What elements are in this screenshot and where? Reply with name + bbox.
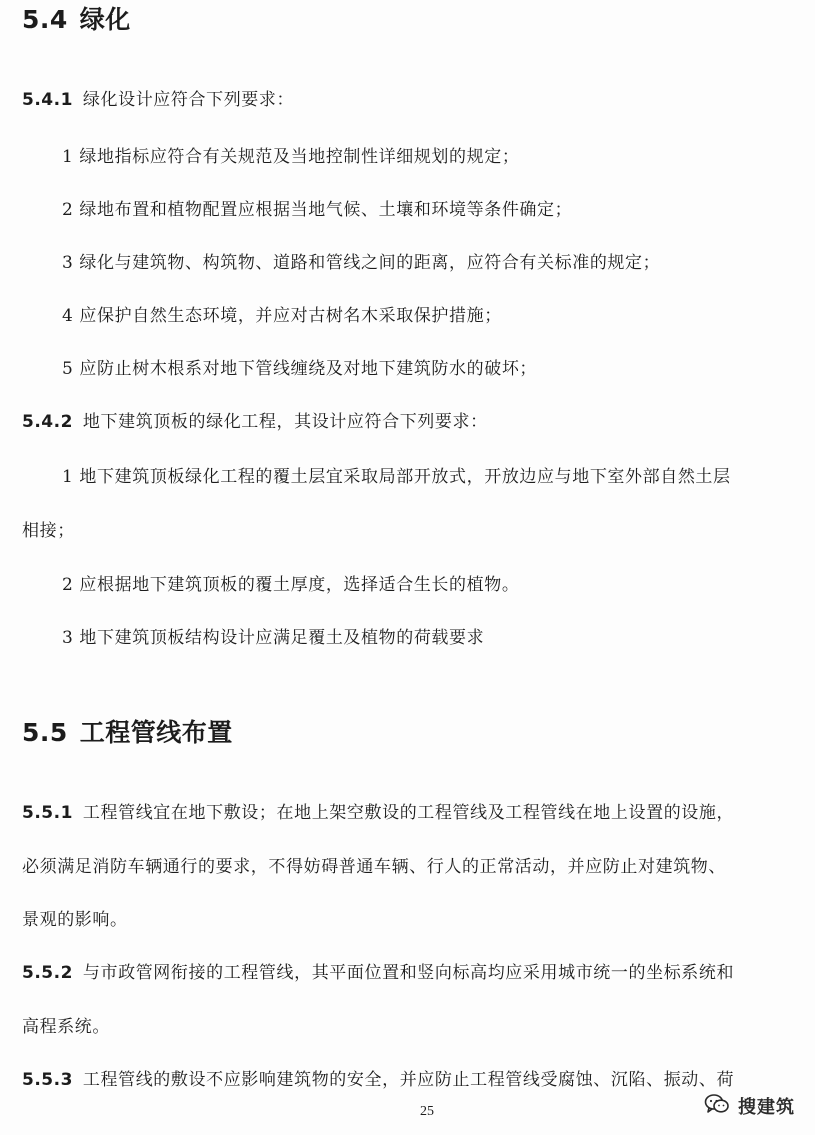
item-number: 3	[62, 628, 74, 648]
list-item	[62, 574, 519, 596]
clause-text: 工程管线的敷设不应影响建筑物的安全，并应防止工程管线受腐蚀、沉陷、振动、荷	[82, 1070, 735, 1090]
item-number: 5	[62, 359, 74, 379]
list-item	[62, 146, 519, 168]
item-number: 2	[62, 575, 74, 595]
section-heading-5-5	[22, 718, 233, 748]
clause-text: 必须满足消防车辆通行的要求，不得妨碍普通车辆、行人的正常活动，并应防止对建筑物、	[22, 857, 726, 877]
clause-text: 绿化设计应符合下列要求：	[82, 90, 295, 110]
clause-number: 5.4.2	[22, 412, 73, 432]
wechat-icon	[704, 1093, 730, 1119]
clause-text: 高程系统。	[22, 1017, 110, 1037]
list-item	[62, 627, 484, 649]
item-text: 绿地指标应符合有关规范及当地控制性详细规划的规定；	[79, 147, 520, 167]
item-number: 2	[62, 200, 74, 220]
clause-text: 景观的影响。	[22, 910, 128, 930]
clause-5-4-2	[22, 411, 488, 433]
clause-text-line	[22, 856, 726, 878]
clause-number: 5.5.1	[22, 803, 73, 823]
list-item	[62, 305, 502, 327]
list-item	[62, 466, 731, 488]
section-number: 5.5	[22, 718, 68, 747]
list-item	[62, 358, 537, 380]
watermark-text: 搜建筑	[738, 1097, 795, 1118]
watermark	[704, 1093, 795, 1119]
item-text: 地下建筑顶板结构设计应满足覆土及植物的荷载要求	[79, 628, 485, 648]
clause-5-4-1	[22, 89, 294, 111]
list-item-continuation	[22, 520, 75, 542]
item-text: 绿地布置和植物配置应根据当地气候、土壤和环境等条件确定；	[79, 200, 573, 220]
clause-number: 5.5.3	[22, 1070, 73, 1090]
clause-5-5-3	[22, 1069, 734, 1091]
item-number: 3	[62, 253, 74, 273]
item-text: 地下建筑顶板绿化工程的覆土层宜采取局部开放式，开放边应与地下室外部自然土层	[79, 467, 731, 487]
section-title: 绿化	[79, 5, 131, 34]
item-text: 应根据地下建筑顶板的覆土厚度，选择适合生长的植物。	[79, 575, 520, 595]
clause-text-line	[22, 1016, 110, 1038]
clause-text-line	[22, 909, 128, 931]
item-text: 绿化与建筑物、构筑物、道路和管线之间的距离，应符合有关标准的规定；	[79, 253, 661, 273]
clause-number: 5.4.1	[22, 90, 73, 110]
section-title: 工程管线布置	[79, 718, 233, 747]
clause-5-5-1	[22, 802, 734, 824]
item-number: 1	[62, 467, 74, 487]
clause-text: 地下建筑顶板的绿化工程，其设计应符合下列要求：	[82, 412, 488, 432]
item-number: 4	[62, 306, 74, 326]
list-item	[62, 252, 660, 274]
item-text: 应保护自然生态环境，并应对古树名木采取保护措施；	[79, 306, 502, 326]
section-heading-5-4	[22, 5, 131, 35]
page-number: 25	[420, 1104, 434, 1119]
section-number: 5.4	[22, 5, 68, 34]
clause-text: 与市政管网衔接的工程管线，其平面位置和竖向标高均应采用城市统一的坐标系统和	[82, 963, 735, 983]
item-number: 1	[62, 147, 74, 167]
item-text: 应防止树木根系对地下管线缠绕及对地下建筑防水的破坏；	[79, 359, 538, 379]
clause-number: 5.5.2	[22, 963, 73, 983]
clause-text: 工程管线宜在地下敷设；在地上架空敷设的工程管线及工程管线在地上设置的设施，	[82, 803, 735, 823]
item-text-continuation: 相接；	[22, 521, 75, 541]
clause-5-5-2	[22, 962, 734, 984]
list-item	[62, 199, 572, 221]
